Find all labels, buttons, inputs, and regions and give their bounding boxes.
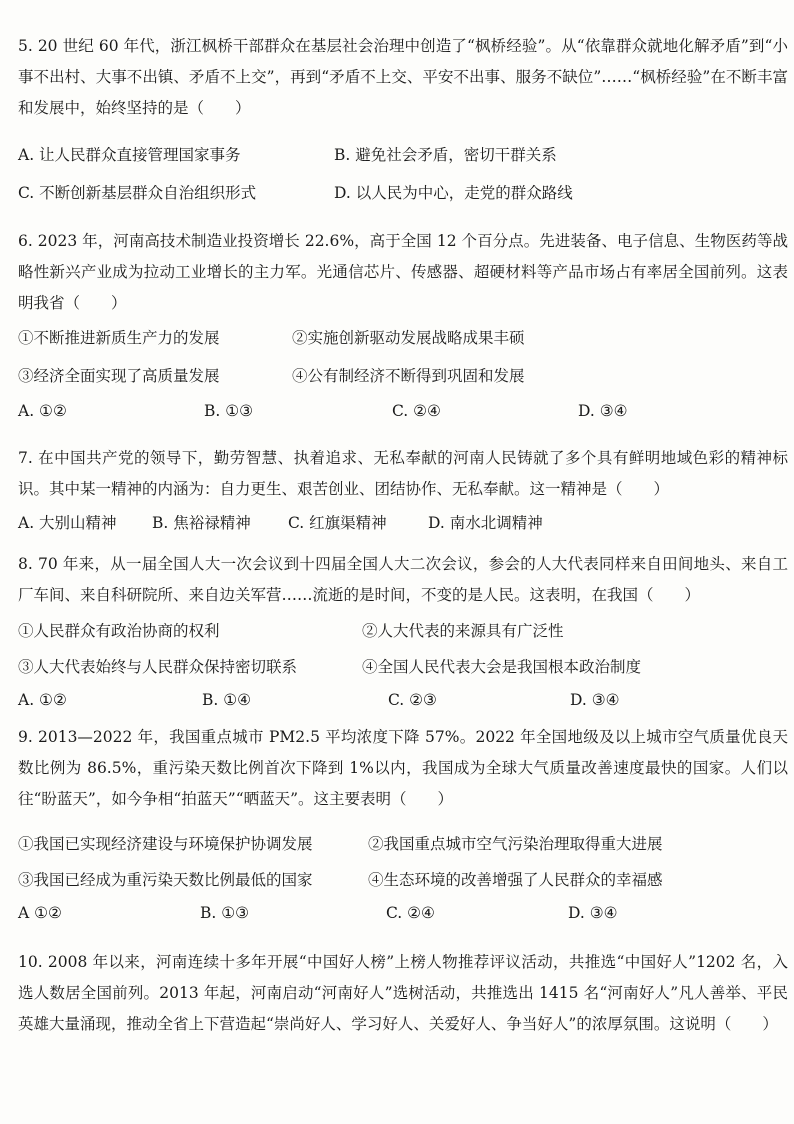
options-row bbox=[18, 143, 788, 167]
options-row bbox=[18, 181, 788, 205]
option-a[interactable]: A. 大别山精神 bbox=[18, 514, 117, 532]
question-5 bbox=[18, 31, 788, 202]
statements-row bbox=[18, 619, 788, 643]
question-stem: 5. 20 世纪 60 年代，浙江枫桥干部群众在基层社会治理中创造了“枫桥经验”。从“依靠群众就地化解矛盾”到“小事不出村、大事不出镇、矛盾不上交”，再到“矛盾不上交、平安不出事、服务不缺位”……“枫桥经验”在不断丰富和发展中，始终坚持的是（ ） bbox=[18, 37, 788, 117]
statements-row bbox=[18, 655, 788, 679]
statements-row bbox=[18, 868, 788, 892]
statement-2: ②人大代表的来源具有广泛性 bbox=[362, 622, 564, 640]
options-row bbox=[18, 904, 788, 928]
question-7 bbox=[18, 443, 788, 532]
option-d[interactable]: D. 南水北调精神 bbox=[428, 514, 543, 532]
option-d[interactable]: D. ③④ bbox=[568, 904, 618, 922]
option-c[interactable]: C. ②④ bbox=[392, 402, 441, 420]
option-c[interactable]: C. ②③ bbox=[388, 691, 437, 709]
statement-3: ③人大代表始终与人民群众保持密切联系 bbox=[18, 658, 298, 676]
statement-1: ①我国已实现经济建设与环境保护协调发展 bbox=[18, 835, 313, 853]
statements-row bbox=[18, 832, 788, 856]
option-c[interactable]: C. 红旗渠精神 bbox=[288, 514, 387, 532]
option-a[interactable]: A ①② bbox=[18, 904, 62, 922]
option-b[interactable]: B. 避免社会矛盾，密切干群关系 bbox=[334, 146, 557, 164]
option-d[interactable]: D. 以人民为中心，走党的群众路线 bbox=[334, 184, 573, 202]
options-row bbox=[18, 511, 788, 535]
option-b[interactable]: B. 焦裕禄精神 bbox=[152, 514, 251, 532]
statements-row bbox=[18, 364, 788, 388]
option-a[interactable]: A. ①② bbox=[18, 691, 67, 709]
question-stem: 9. 2013—2022 年，我国重点城市 PM2.5 平均浓度下降 57%。2022 年全国地级及以上城市空气质量优良天数比例为 86.5%，重污染天数比例首次下降到 1%以内，我国成为全球大气质量改善速度最快的国家。人们以往“盼蓝天”，如今争相“拍蓝天”“晒蓝天”。这主要表明（ ） bbox=[18, 728, 788, 808]
question-9 bbox=[18, 722, 788, 922]
option-a[interactable]: A. 让人民群众直接管理国家事务 bbox=[18, 146, 241, 164]
option-d[interactable]: D. ③④ bbox=[570, 691, 620, 709]
option-d[interactable]: D. ③④ bbox=[578, 402, 628, 420]
statement-1: ①人民群众有政治协商的权利 bbox=[18, 622, 220, 640]
question-6 bbox=[18, 226, 788, 420]
option-b[interactable]: B. ①④ bbox=[202, 691, 252, 709]
statements-row bbox=[18, 326, 788, 350]
option-b[interactable]: B. ①③ bbox=[200, 904, 250, 922]
option-c[interactable]: C. ②④ bbox=[386, 904, 435, 922]
option-a[interactable]: A. ①② bbox=[18, 402, 67, 420]
statement-4: ④生态环境的改善增强了人民群众的幸福感 bbox=[368, 871, 663, 889]
statement-4: ④公有制经济不断得到巩固和发展 bbox=[292, 367, 525, 385]
statement-2: ②实施创新驱动发展战略成果丰硕 bbox=[292, 329, 525, 347]
option-c[interactable]: C. 不断创新基层群众自治组织形式 bbox=[18, 184, 257, 202]
question-10 bbox=[18, 947, 788, 1040]
statement-3: ③我国已经成为重污染天数比例最低的国家 bbox=[18, 871, 313, 889]
statement-2: ②我国重点城市空气污染治理取得重大进展 bbox=[368, 835, 663, 853]
option-b[interactable]: B. ①③ bbox=[204, 402, 254, 420]
statement-1: ①不断推进新质生产力的发展 bbox=[18, 329, 220, 347]
statement-4: ④全国人民代表大会是我国根本政治制度 bbox=[362, 658, 642, 676]
statement-3: ③经济全面实现了高质量发展 bbox=[18, 367, 220, 385]
question-stem: 8. 70 年来，从一届全国人大一次会议到十四届全国人大二次会议，参会的人大代表同样来自田间地头、来自工厂车间、来自科研院所、来自边关军营……流逝的是时间，不变的是人民。这表明，在我国（ ） bbox=[18, 555, 788, 604]
question-stem: 7. 在中国共产党的领导下，勤劳智慧、执着追求、无私奉献的河南人民铸就了多个具有鲜明地域色彩的精神标识。其中某一精神的内涵为：自力更生、艰苦创业、团结协作、无私奉献。这一精神是（ ） bbox=[18, 449, 788, 498]
question-stem: 6. 2023 年，河南高技术制造业投资增长 22.6%，高于全国 12 个百分点。先进装备、电子信息、生物医药等战略性新兴产业成为拉动工业增长的主力军。光通信芯片、传感器、超硬材料等产品市场占有率居全国前列。这表明我省（ ） bbox=[18, 232, 788, 312]
question-8 bbox=[18, 549, 788, 709]
question-stem: 10. 2008 年以来，河南连续十多年开展“中国好人榜”上榜人物推荐评议活动，共推选“中国好人”1202 名，入选人数居全国前列。2013 年起，河南启动“河南好人”选树活动，共推选出 1415 名“河南好人”凡人善举、平民英雄大量涌现，推动全省上下营造起“崇尚好人、学习好人、关爱好人、争当好人”的浓厚氛围。这说明（ ） bbox=[18, 953, 788, 1033]
options-row bbox=[18, 402, 788, 426]
options-row bbox=[18, 691, 788, 715]
